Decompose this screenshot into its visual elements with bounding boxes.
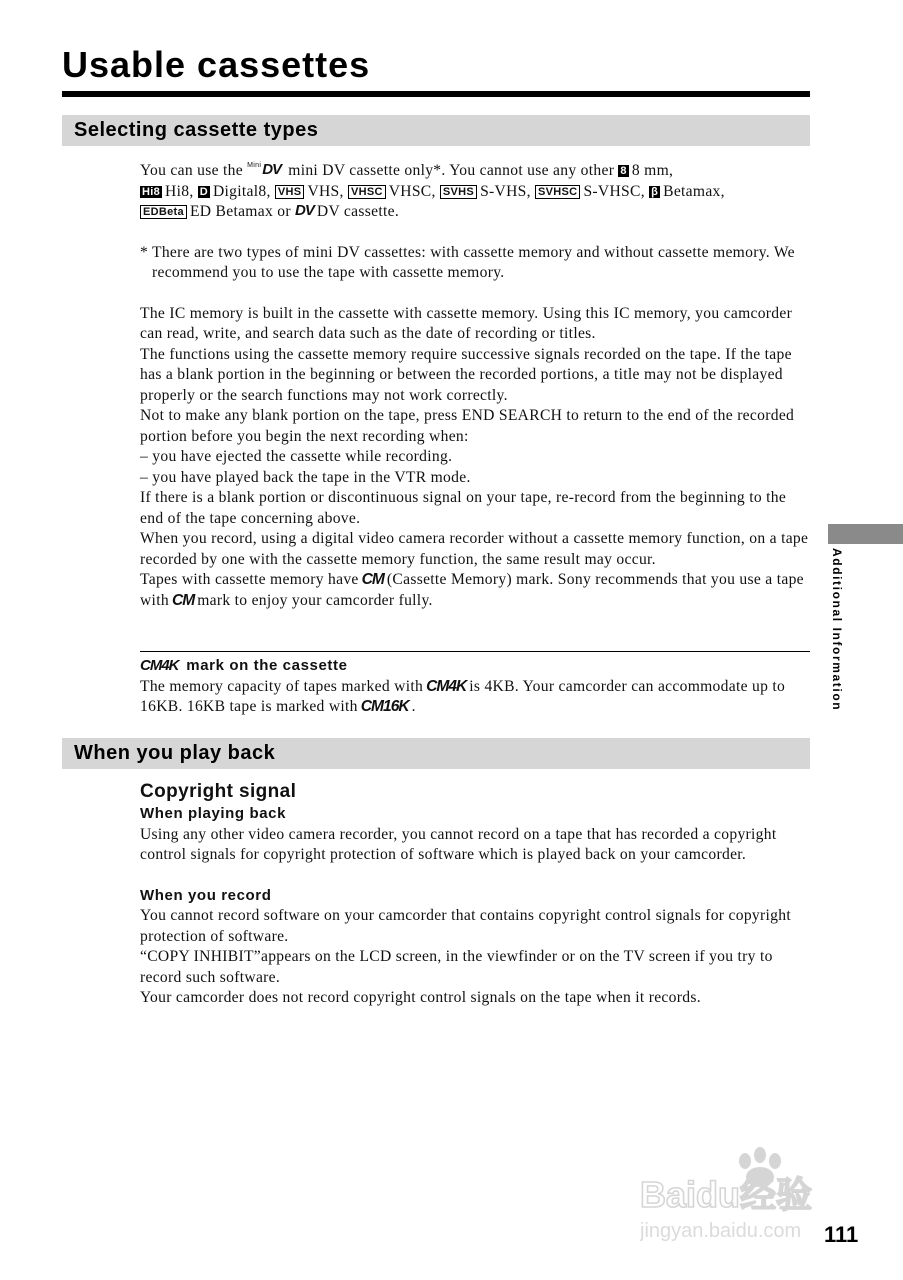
paragraph-record-2: “COPY INHIBIT”appears on the LCD screen, in the viewfinder or on the TV screen if you try to record such software.: [140, 948, 773, 986]
side-section-label: Additional Information: [830, 548, 844, 712]
cm4k-icon: CM4K: [140, 657, 179, 674]
text-run: The memory capacity of tapes marked with: [140, 677, 424, 695]
section-heading-selecting: Selecting cassette types: [62, 115, 810, 146]
text-run: S-VHS,: [480, 182, 531, 200]
when-playing-back-heading: When playing back: [140, 805, 287, 822]
watermark-url: jingyan.baidu.com: [640, 1220, 802, 1242]
section-play-back-body: [140, 780, 812, 1009]
paragraph-successive-signals: The functions using the cassette memory require successive signals recorded on the tape. If the tape has a blank portion in the beginning or between the recorded portions, a title may not be displayed properly or the search functions may not work correctly.: [140, 345, 792, 404]
ed-betamax-logo-icon: EDBeta: [140, 205, 187, 219]
page-title: Usable cassettes: [62, 44, 371, 85]
paragraph-ic-memory: The IC memory is built in the cassette with cassette memory. Using this IC memory, you camcorder can read, write, and search data such as the date of recording or titles.: [140, 304, 793, 342]
digital8-logo-icon: D: [199, 185, 208, 198]
copyright-signal-heading: Copyright signal: [140, 781, 297, 802]
title-rule: [62, 91, 810, 97]
paragraph-memory-capacity: [140, 677, 812, 718]
mark-heading-text: mark on the cassette: [186, 657, 348, 674]
text-run: (Cassette Memory) mark. Sony recommends that you use a tape with: [140, 571, 804, 609]
text-run: VHS,: [307, 182, 344, 200]
paragraph-record-3: Your camcorder does not record copyright control signals on the tape when it records.: [140, 989, 701, 1006]
paragraph-cassette-memory-mark: [140, 570, 812, 611]
text-run: Betamax,: [663, 182, 725, 200]
cm16k-icon: CM16K: [360, 698, 409, 715]
text-run: Digital8,: [212, 182, 271, 200]
8mm-logo-icon: 8: [620, 165, 627, 177]
cassette-memory-icon: CM: [361, 571, 384, 588]
vhs-logo-icon: VHS: [275, 185, 305, 199]
cassette-memory-icon: CM: [171, 591, 195, 609]
side-tab-marker: [828, 524, 903, 544]
vhsc-logo-icon: VHSC: [348, 185, 386, 199]
page-number: 111: [824, 1222, 859, 1247]
mark-on-cassette-block: [140, 656, 812, 718]
dv-logo-icon: DV: [262, 161, 282, 178]
text-run: Tapes with cassette memory have: [140, 571, 359, 588]
betamax-logo-icon: β: [651, 185, 659, 198]
cassette-types-paragraph: [140, 160, 812, 223]
divider-rule: [140, 651, 810, 652]
when-you-record-heading: When you record: [140, 886, 272, 904]
section-selecting-body: [140, 160, 812, 611]
hi8-logo-icon: Hi8: [142, 185, 161, 198]
text-run: DV cassette.: [316, 203, 400, 220]
svhs-logo-icon: SVHS: [440, 185, 477, 199]
text-run: Hi8,: [165, 182, 194, 200]
text-run: VHSC,: [388, 182, 436, 200]
cm4k-icon: CM4K: [426, 677, 467, 695]
watermark-text: Baidu经验: [640, 1174, 813, 1215]
text-run: .: [411, 698, 416, 715]
text-run: ED Betamax or: [189, 203, 291, 220]
footnote: * There are two types of mini DV cassettes: with cassette memory and without cassette memory. We recommend you to use the tape with cassette memory.: [140, 243, 795, 281]
mark-heading: [140, 656, 812, 677]
spacer: [140, 284, 812, 304]
spacer: [140, 866, 812, 886]
paragraph-record-1: You cannot record software on your camcorder that contains copyright control signals for copyright protection of software.: [140, 907, 791, 945]
paragraph-blank-portion: If there is a blank portion or discontinuous signal on your tape, re-record from the beginning to the end of the tape concerning above.: [140, 489, 787, 527]
text-run: mark to enjoy your camcorder fully.: [197, 591, 433, 609]
list-item-ejected: – you have ejected the cassette while recording.: [140, 448, 453, 465]
text-run: You can use the: [140, 162, 243, 179]
dv-logo-icon: DV: [295, 202, 314, 219]
paragraph-digital-recorder: When you record, using a digital video camera recorder without a cassette memory function, on a tape recorded by one with the cassette memory function, the same result may occur.: [140, 530, 809, 568]
section-heading-play-back: When you play back: [62, 738, 810, 769]
list-item-vtr-mode: – you have played back the tape in the VTR mode.: [140, 468, 471, 486]
paragraph-end-search: Not to make any blank portion on the tape, press END SEARCH to return to the end of the recorded portion before you begin the next recording when:: [140, 407, 795, 445]
mini-logo-icon: Mini: [247, 162, 262, 169]
paragraph-playing-back: Using any other video camera recorder, you cannot record on a tape that has recorded a copyright control signals for copyright protection of software which is played back on your camcorder.: [140, 825, 777, 863]
text-run: S-VHSC,: [583, 182, 645, 200]
text-run: is 4KB. Your camcorder can accommodate up to 16KB. 16KB tape is marked with: [140, 677, 786, 715]
text-run: 8 mm,: [631, 162, 674, 179]
text-run: mini DV cassette only*. You cannot use any other: [288, 162, 615, 179]
svhsc-logo-icon: SVHSC: [535, 185, 580, 199]
